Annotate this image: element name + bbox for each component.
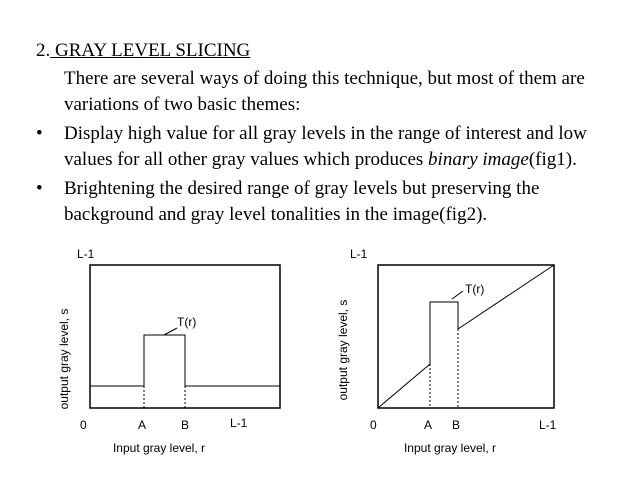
bullet-symbol-1: • [36, 123, 43, 144]
fig2-b-label: B [452, 418, 461, 432]
bullet-1-line-2-text-a: values for all other gray values which produces [64, 149, 429, 170]
fig1-xlabel: Input gray level, r [112, 441, 206, 455]
intro-line-2: variations of two basic themes: [64, 94, 301, 115]
figure-2 [336, 247, 557, 455]
fig1-ylabel: output gray level, s [57, 308, 71, 410]
fig2-ylabel: output gray level, s [336, 299, 350, 401]
bullet-1-emphasis: binary image [428, 149, 529, 170]
fig1-b-label: B [181, 418, 190, 432]
fig2-y-max-label: L-1 [350, 247, 368, 261]
fig1-a-label: A [138, 418, 147, 432]
fig2-curve-label: T(r) [465, 282, 485, 296]
bullet-symbol-2: • [36, 178, 43, 199]
bullet-1-line-2-text-b: (fig1). [528, 149, 577, 170]
fig2-x-max-label: L-1 [539, 418, 557, 432]
bullet-2-line-1: Brightening the desired range of gray levels but preserving the [64, 178, 540, 199]
fig1-curve-label: T(r) [177, 315, 197, 329]
fig2-origin-label: 0 [370, 418, 377, 432]
bullet-2-line-2: background and gray level tonalities in the image(fig2). [64, 204, 488, 225]
heading-number: 2. [36, 40, 51, 61]
fig2-curve-pointer [452, 291, 463, 299]
fig2-xlabel: Input gray level, r [403, 441, 497, 455]
figure-1 [57, 247, 280, 455]
fig1-transfer-curve [90, 335, 280, 386]
fig1-origin-label: 0 [80, 418, 87, 432]
bullet-1-line-1: Display high value for all gray levels in the range of interest and low [64, 123, 587, 144]
intro-line-1: There are several ways of doing this technique, but most of them are [64, 68, 585, 89]
fig1-curve-pointer [164, 328, 177, 335]
fig1-y-max-label: L-1 [77, 247, 95, 261]
fig1-x-max-label: L-1 [230, 416, 248, 430]
heading-title: GRAY LEVEL SLICING [50, 40, 251, 61]
fig2-a-label: A [424, 418, 433, 432]
